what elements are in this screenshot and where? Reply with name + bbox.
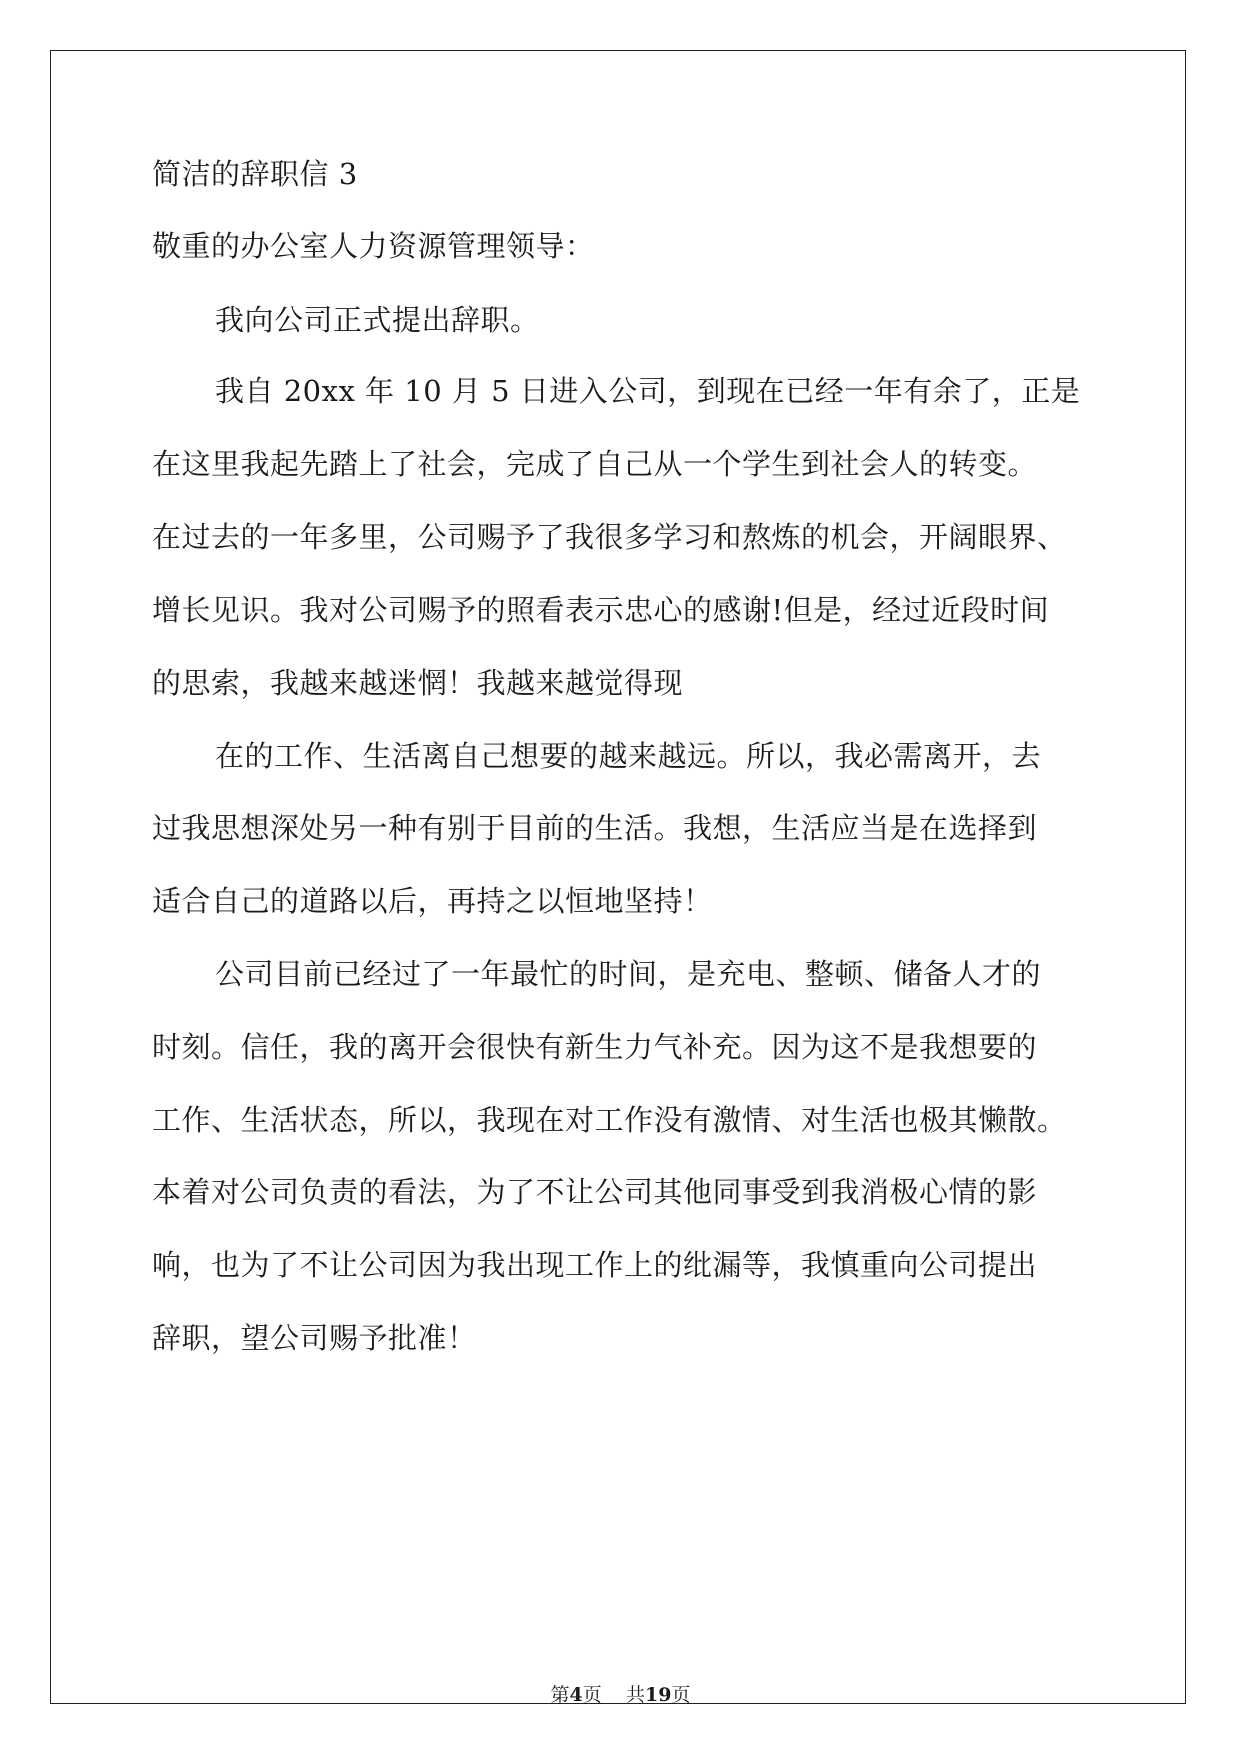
footer-total-pages: 19 [644,1684,672,1706]
footer-page-prefix: 第 [550,1684,570,1706]
paragraph-line: 适合自己的道路以后，再持之以恒地坚持！ [152,884,713,918]
paragraph-line: 在这里我起先踏上了社会，完成了自己从一个学生到社会人的转变。 [152,447,1038,481]
paragraph-line: 在过去的一年多里，公司赐予了我很多学习和熬炼的机会，开阔眼界、 [152,520,1067,554]
paragraph-line: 我向公司正式提出辞职。 [215,303,540,337]
paragraph-line: 时刻。信任，我的离开会很快有新生力气补充。因为这不是我想要的 [152,1030,1038,1064]
paragraph-line: 我自 20xx 年 10 月 5 日进入公司，到现在已经一年有余了，正是 [215,374,1081,408]
paragraph-line: 的思索，我越来越迷惘！我越来越觉得现 [152,666,684,700]
paragraph-line: 在的工作、生活离自己想要的越来越远。所以，我必需离开，去 [215,739,1042,773]
paragraph-line: 本着对公司负责的看法，为了不让公司其他同事受到我消极心情的影 [152,1175,1038,1209]
paragraph-line: 辞职，望公司赐予批准！ [152,1321,477,1355]
paragraph-line: 增长见识。我对公司赐予的照看表示忠心的感谢!但是，经过近段时间 [152,593,1050,627]
footer-page-number: 4 [569,1684,583,1706]
salutation: 敬重的办公室人力资源管理领导： [152,229,595,263]
footer-total-prefix: 共 [625,1684,645,1706]
paragraph-line: 工作、生活状态，所以，我现在对工作没有激情、对生活也极其懒散。 [152,1103,1067,1137]
footer-page-suffix: 页 [582,1684,602,1706]
paragraph-line: 过我思想深处另一种有别于目前的生活。我想，生活应当是在选择到 [152,811,1038,845]
document-title: 简洁的辞职信 3 [152,157,358,191]
page-footer [0,1683,1241,1707]
footer-total-suffix: 页 [671,1684,691,1706]
page-border [50,50,1186,1704]
paragraph-line: 响，也为了不让公司因为我出现工作上的纰漏等，我慎重向公司提出 [152,1248,1038,1282]
paragraph-line: 公司目前已经过了一年最忙的时间，是充电、整顿、储备人才的 [215,957,1042,991]
